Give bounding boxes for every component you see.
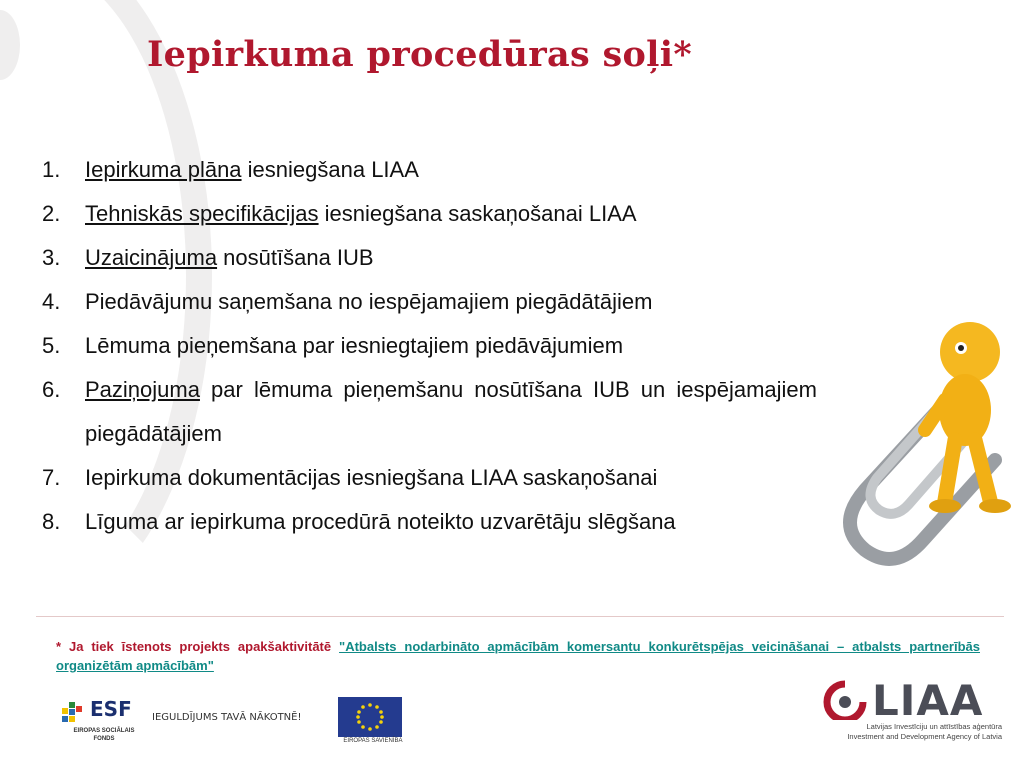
liaa-subtitle-line: Latvijas Investīciju un attīstības aģentūra: [866, 722, 1002, 731]
page-title: Iepirkuma procedūras soļi*: [147, 34, 692, 75]
liaa-logo-icon: [822, 680, 868, 720]
steps-list: [42, 148, 817, 544]
step-item: [42, 192, 817, 236]
step-number: 1.: [42, 157, 61, 182]
step-number: 5.: [42, 333, 61, 358]
esf-subtitle-line: EIROPAS SOCIĀLAIS: [73, 728, 135, 734]
step-item: [42, 456, 817, 500]
esf-subtitle: [66, 727, 142, 743]
paperclip-figure-illustration: [805, 300, 1024, 590]
esf-name: ESF: [90, 697, 132, 721]
step-link[interactable]: Paziņojuma: [85, 377, 200, 402]
step-number: 2.: [42, 201, 61, 226]
step-text: iesniegšana LIAA: [241, 157, 419, 182]
eu-label: EIROPAS SAVIENĪBA: [343, 738, 403, 744]
step-item: [42, 148, 817, 192]
step-number: 4.: [42, 289, 61, 314]
step-number: 8.: [42, 509, 61, 534]
liaa-subtitle-line: Investment and Development Agency of Latvia: [847, 732, 1002, 741]
step-number: 7.: [42, 465, 61, 490]
step-text: Līguma ar iepirkuma procedūrā noteikto uzvarētāju slēgšana: [85, 509, 676, 534]
footnote-prefix: * Ja tiek īstenots projekts apakšaktivitātē: [56, 639, 340, 654]
step-text: Iepirkuma dokumentācijas iesniegšana LIAA saskaņošanai: [85, 465, 658, 490]
step-link[interactable]: Iepirkuma plāna: [85, 157, 242, 182]
liaa-name: LIAA: [872, 676, 984, 725]
step-link[interactable]: Uzaicinājuma: [85, 245, 218, 270]
esf-subtitle-line: FONDS: [93, 736, 115, 742]
step-item: [42, 500, 817, 544]
footnote-divider: [36, 616, 1004, 617]
footnote-link[interactable]: "Atbalsts nodarbināto apmācībām komersantu konkurētspējas veicināšanai – atbalsts partnerībās organizētām apmācībām": [56, 639, 980, 673]
step-item: [42, 236, 817, 280]
step-link[interactable]: Tehniskās specifikācijas: [85, 201, 319, 226]
step-item: [42, 324, 817, 368]
eu-flag-icon: [338, 697, 402, 737]
step-number: 6.: [42, 377, 61, 402]
step-text: Piedāvājumu saņemšana no iespējamajiem piegādātājiem: [85, 289, 653, 314]
step-text: nosūtīšana IUB: [217, 245, 374, 270]
footnote: [56, 637, 980, 675]
step-item: [42, 280, 817, 324]
slogan: IEGULDĪJUMS TAVĀ NĀKOTNĒ!: [152, 712, 302, 723]
funding-logos: [62, 694, 422, 754]
step-text: Lēmuma pieņemšana par iesniegtajiem piedāvājumiem: [85, 333, 624, 358]
liaa-logo: [812, 674, 1012, 754]
step-item: [42, 368, 817, 456]
step-number: 3.: [42, 245, 61, 270]
liaa-subtitle: [812, 722, 1002, 742]
step-text: iesniegšana saskaņošanai LIAA: [318, 201, 637, 226]
step-text: par lēmuma pieņemšanu nosūtīšana IUB un iespējamajiem piegādātājiem: [85, 377, 817, 446]
